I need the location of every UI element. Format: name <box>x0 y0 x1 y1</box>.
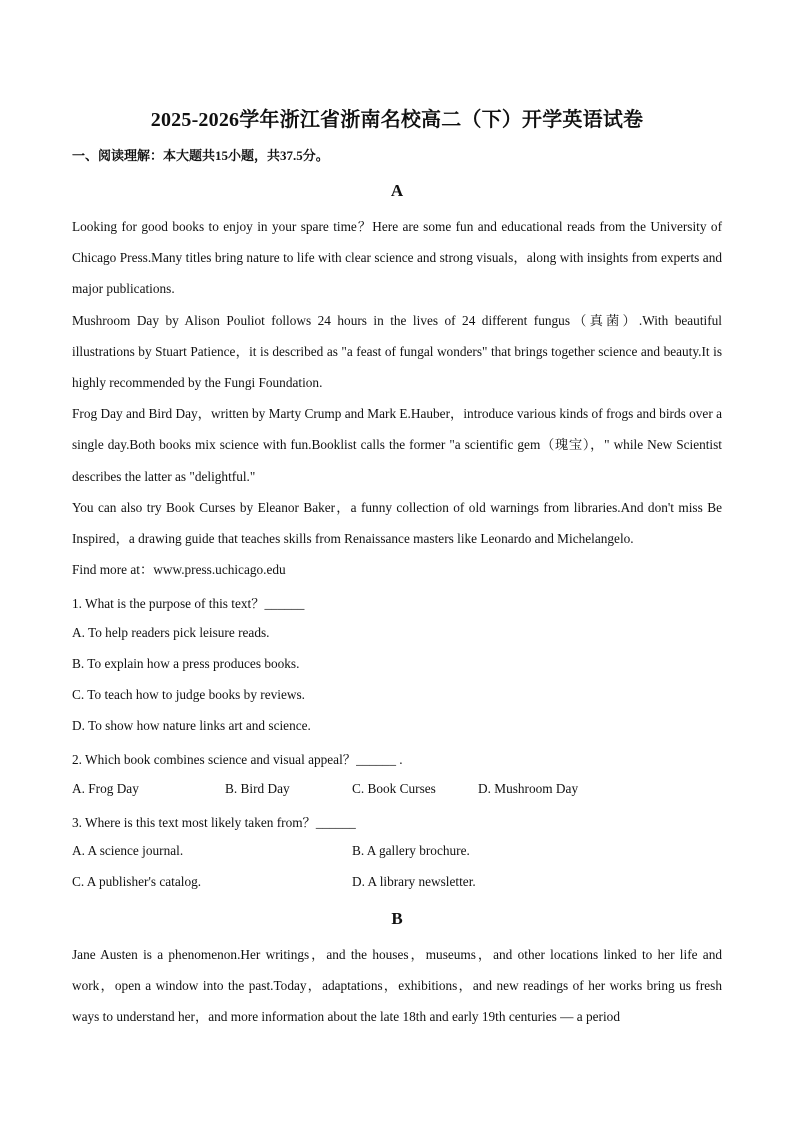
answer-option[interactable]: D. A library newsletter. <box>352 874 476 889</box>
passage-a-heading: A <box>390 181 404 200</box>
answer-option[interactable]: C. A publisher's catalog. <box>72 874 202 889</box>
passage-paragraph: Mushroom Day by Alison Pouliot follows 24 hours in the lives of 24 different fungus（真菌）.With beautiful illustrations by Stuart Patience，it is described as "a feast of fungal wonders" that brings together science and beauty.It is highly recommended by the Fungi Foundation. <box>72 312 722 391</box>
passage-paragraph: Frog Day and Bird Day，written by Marty Crump and Mark E.Hauber，introduce various kinds of frogs and birds over a single day.Both books mix science with fun.Booklist calls the former "a scientific gem（瑰宝），" while New Scientist describes the latter as "delightful." <box>72 406 722 484</box>
answer-option[interactable]: A. A science journal. <box>72 843 184 858</box>
question-stem: 2. Which book combines science and visual appeal？______ . <box>72 752 403 767</box>
answer-option[interactable]: C. To teach how to judge books by reviews. <box>72 687 305 702</box>
question-stem: 1. What is the purpose of this text？______ <box>72 596 305 611</box>
passage-paragraph: You can also try Book Curses by Eleanor Baker，a funny collection of old warnings from libraries.And don't miss Be Inspired，a drawing guide that teaches skills from Renaissance masters like Leonardo and Michelangelo. <box>72 499 722 547</box>
answer-option[interactable]: B. Bird Day <box>225 781 290 796</box>
passage-b-body <box>72 939 722 1033</box>
passage-paragraph: Looking for good books to enjoy in your spare time？Here are some fun and educational reads from the University of Chicago Press.Many titles bring nature to life with clear science and strong visuals，along with insights from experts and major publications. <box>72 219 722 297</box>
passage-a-body <box>72 211 722 585</box>
answer-option[interactable]: D. Mushroom Day <box>478 781 579 796</box>
question-stem: 3. Where is this text most likely taken from？______ <box>72 815 356 830</box>
section-instruction: 一、阅读理解：本大题共15小题，共37.5分。 <box>72 148 329 163</box>
answer-option[interactable]: C. Book Curses <box>352 781 436 796</box>
page-title: 2025-2026学年浙江省浙南名校高二（下）开学英语试卷 <box>150 109 644 131</box>
passage-b-heading: B <box>391 909 403 928</box>
answer-option[interactable]: A. Frog Day <box>72 781 139 796</box>
answer-option[interactable]: A. To help readers pick leisure reads. <box>72 625 270 640</box>
answer-option[interactable]: B. To explain how a press produces books. <box>72 656 300 671</box>
passage-paragraph: Find more at：www.press.uchicago.edu <box>72 562 286 578</box>
passage-paragraph: Jane Austen is a phenomenon.Her writings，and the houses，museums，and other locations linked to her life and work，open a window into the past.Today，adaptations，exhibitions，and new readings of her works bring us fresh ways to understand her，and more information about the late 18th and early 19th centuries — a period <box>72 947 722 1025</box>
answer-option[interactable]: B. A gallery brochure. <box>352 843 470 858</box>
answer-option[interactable]: D. To show how nature links art and science. <box>72 718 311 733</box>
